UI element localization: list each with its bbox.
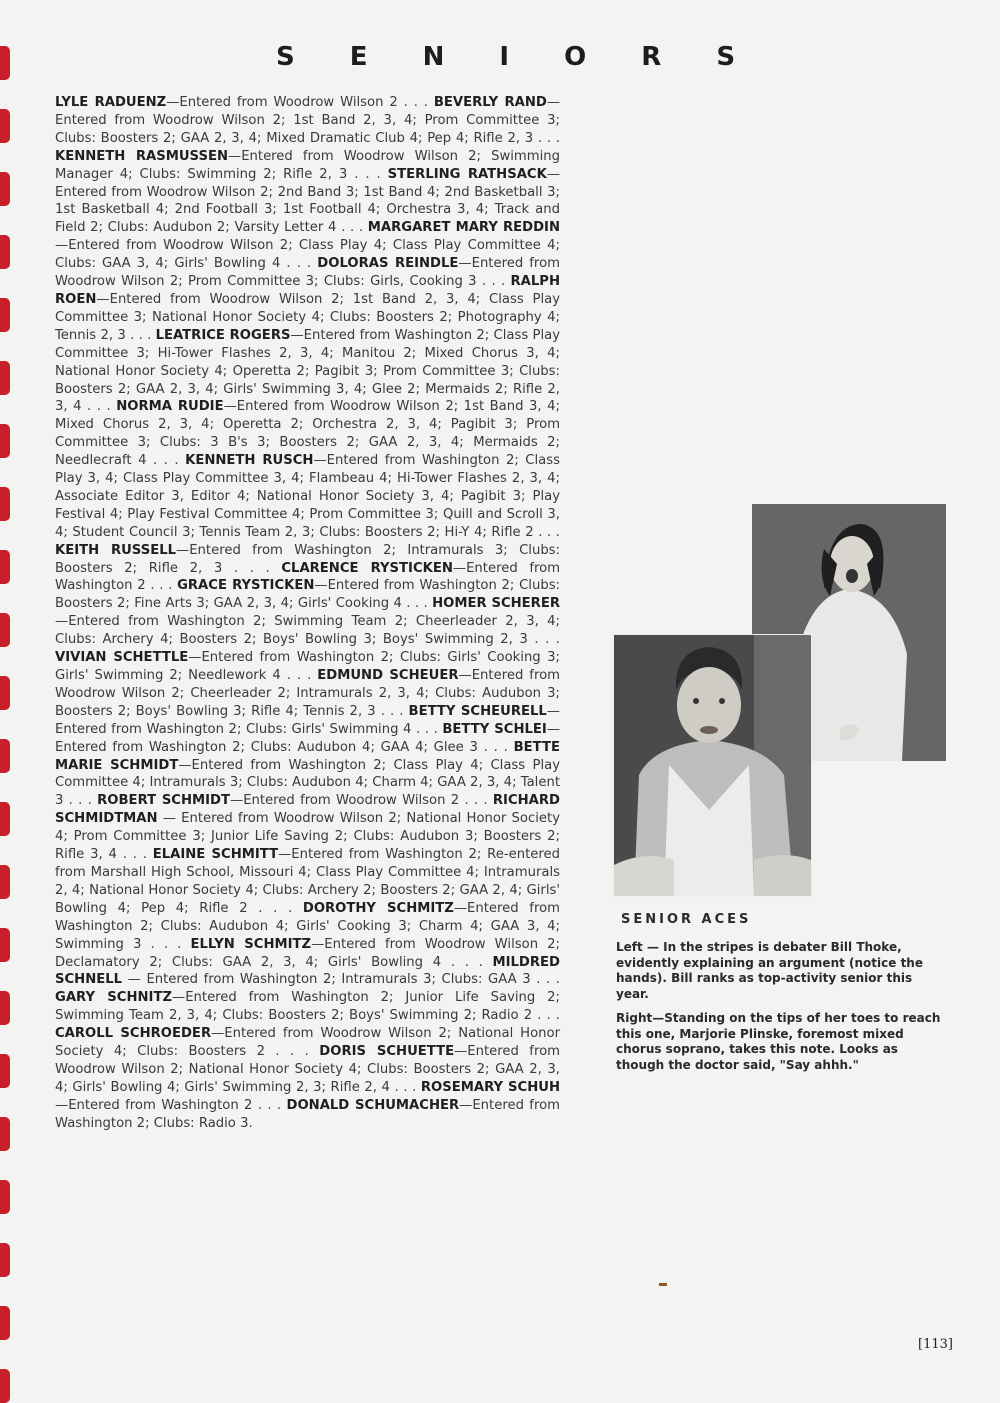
senior-activities: —Entered from Washington 2; Class Play Committee 3; Hi-Tower Flashes 2, 3, 4; Manitou 2; Mixed Chorus 3, 4; National Honor Society 4; Operetta 2; Pagibit 3; Prom Committee 3; Clubs: Boosters 2; GAA 2, 3, 4; Girls' Swimming 3, 4; Glee 2; Mermaids 2; Rifle 2, 3, 4 . . . (55, 327, 561, 415)
binding-ring (0, 676, 10, 710)
senior-name: LEATRICE ROGERS (155, 327, 291, 343)
binding-ring (0, 613, 10, 647)
senior-name: NORMA RUDIE (116, 399, 224, 415)
ink-mark (659, 1283, 667, 1286)
senior-name: ROSEMARY SCHUH (420, 1079, 561, 1095)
binding-ring (0, 298, 10, 332)
senior-name: BETTY SCHEURELL (408, 703, 547, 719)
binding-ring (0, 739, 10, 773)
binding-ring (0, 865, 10, 899)
senior-activities: —Entered from Washington 2; Junior Life Saving 2; Swimming Team 2, 3, 4; Clubs: Boosters 2; Boys' Swimming 2; Radio 2 . . . (55, 990, 560, 1024)
senior-name: DONALD SCHUMACHER (286, 1097, 460, 1113)
binding-ring (0, 1117, 10, 1151)
senior-activities: —Entered from Woodrow Wilson 2; 1st Band 2, 3, 4; Prom Committee 3; Clubs: Boosters 2; GAA 2, 3, 4; Mixed Dramatic Club 4; Pep 4; Rifle 2, 3 . . . (55, 95, 560, 146)
spiral-binding (0, 0, 14, 1380)
senior-activities: —Entered from Washington 2; Clubs: Girls' Swimming 4 . . . (55, 703, 560, 737)
senior-name: KENNETH RUSCH (185, 453, 314, 469)
binding-ring (0, 1243, 10, 1277)
senior-activities: — Entered from Washington 2; Intramurals 3; Clubs: GAA 3 . . . (122, 972, 560, 988)
senior-name: GARY SCHNITZ (55, 990, 173, 1006)
senior-activities: —Entered from Woodrow Wilson 2 . . . (230, 793, 493, 809)
senior-activities: —Entered from Washington 2; Swimming Team 2; Cheerleader 2, 3, 4; Clubs: Archery 4; Boosters 2; Boys' Bowling 3; Boys' Swimming 2, 3 . . . (55, 614, 560, 648)
binding-ring (0, 235, 10, 269)
senior-activities: —Entered from Woodrow Wilson 2 . . . (166, 95, 434, 110)
senior-name: DORIS SCHUETTE (319, 1044, 455, 1060)
senior-name: ROBERT SCHMIDT (97, 793, 230, 809)
binding-ring (0, 1369, 10, 1403)
senior-name: KEITH RUSSELL (55, 542, 177, 558)
senior-name: ELAINE SCHMITT (152, 847, 279, 863)
senior-activities: —Entered from Washington 2; Clubs: Boosters 2; Fine Arts 3; GAA 2, 3, 4; Girls' Cooking 4 . . . (55, 578, 561, 612)
senior-activities: —Entered from Woodrow Wilson 2; 2nd Band 3; 1st Band 4; 2nd Basketball 3; 1st Basketball 4; 2nd Football 3; 1st Football 4; Orchestra 3, 4; Track and Field 2; Clubs: Audubon 2; Varsity Letter 4 . . . (55, 166, 561, 236)
senior-name: GRACE RYSTICKEN (177, 578, 315, 594)
boy-in-stripes-image (614, 635, 811, 896)
binding-ring (0, 487, 10, 521)
binding-ring (0, 802, 10, 836)
binding-ring (0, 1306, 10, 1340)
senior-activities: —Entered from Woodrow Wilson 2; Prom Committee 3; Clubs: Girls, Cooking 3 . . . (55, 256, 560, 290)
binding-ring (0, 991, 10, 1025)
senior-activities: —Entered from Woodrow Wilson 2; 1st Band 2, 3, 4; Class Play Committee 3; National Honor Society 4; Clubs: Boosters 2; Photography 4; Tennis 2, 3 . . . (55, 291, 560, 343)
senior-activities: —Entered from Woodrow Wilson 2; 1st Band 3, 4; Mixed Chorus 2, 3, 4; Operetta 2; Orchestra 2, 3, 4; Pagibit 3; Prom Committee 3; Clubs: 3 B's 3; Boosters 2; GAA 2, 3, 4; Mermaids 2; Needlecraft 4 . . . (55, 399, 560, 469)
binding-ring (0, 424, 10, 458)
senior-name: BETTE MARIE SCHMIDT (55, 739, 560, 773)
caption-right: Right—Standing on the tips of her toes to reach this one, Marjorie Plinske, foremost mixed chorus soprano, takes this note. Looks as though the doctor said, "Say ahhh." (616, 1011, 941, 1072)
senior-name: KENNETH RASMUSSEN (55, 148, 229, 164)
senior-name: BETTY SCHLEI (442, 721, 547, 737)
senior-activities: —Entered from Washington 2; Clubs: Audubon 4; Girls' Cooking 3; Charm 4; GAA 3, 4; Swimming 3 . . . (55, 900, 561, 952)
senior-name: VIVIAN SCHETTLE (55, 650, 189, 666)
senior-name: DOLORAS REINDLE (317, 256, 459, 272)
page-number: [113] (918, 1337, 953, 1352)
senior-name: RICHARD SCHMIDTMAN (55, 793, 560, 827)
senior-activities: —Entered from Washington 2 . . . (55, 1097, 287, 1113)
senior-name: RALPH ROEN (55, 274, 560, 307)
senior-activities: —Entered from Washington 2; Clubs: Radio 3. (55, 1097, 560, 1131)
senior-activities: —Entered from Woodrow Wilson 2; Class Play 4; Class Play Committee 4; Clubs: GAA 3, 4; Girls' Bowling 4 . . . (55, 238, 560, 272)
senior-name: DOROTHY SCHMITZ (302, 900, 454, 916)
senior-activities: —Entered from Woodrow Wilson 2; National Honor Society 4; Clubs: Boosters 2; GAA 2, 3, 4; Girls' Bowling 4; Girls' Swimming 2, 3; Rifle 2, 4 . . . (55, 1044, 560, 1095)
binding-ring (0, 46, 10, 80)
senior-name: EDMUND SCHEUER (317, 668, 459, 683)
senior-activities: —Entered from Woodrow Wilson 2; Declamatory 2; Clubs: GAA 2, 3, 4; Girls' Bowling 4 . . . (55, 936, 560, 970)
binding-ring (0, 109, 10, 143)
senior-activities: —Entered from Washington 2; Re-entered from Marshall High School, Missouri 4; Class Play Committee 4; Intramurals 2, 4; National Honor Society 4; Clubs: Archery 2; Boosters 2; GAA 2, 4; Girls' Bowling 4; Pep 4; Rifle 2 . . . (55, 847, 560, 916)
senior-name: MILDRED SCHNELL (55, 954, 560, 988)
photo-bill-thoke (613, 634, 812, 897)
caption-left: Left — In the stripes is debater Bill Thoke, evidently explaining an argument (notice the hands). Bill ranks as top-activity senior this year. (616, 940, 923, 1001)
senior-name: HOMER SCHERER (432, 596, 560, 612)
senior-activities: — Entered from Woodrow Wilson 2; National Honor Society 4; Prom Committee 3; Junior Life Saving 2; Clubs: Audubon 3; Boosters 2; Rifle 3, 4 . . . (55, 811, 560, 863)
senior-name: STERLING RATHSACK (387, 166, 547, 182)
senior-activities: —Entered from Washington 2; Class Play 4; Class Play Committee 4; Intramurals 3; Clubs: Audubon 4; Charm 4; GAA 2, 3, 4; Talent 3 . . . (55, 757, 560, 809)
senior-name: BEVERLY RAND (433, 95, 547, 110)
binding-ring (0, 1054, 10, 1088)
binding-ring (0, 550, 10, 584)
binding-ring (0, 172, 10, 206)
senior-activities: —Entered from Washington 2 . . . (55, 560, 561, 594)
senior-name: CAROLL SCHROEDER (55, 1026, 212, 1042)
senior-name: MARGARET MARY REDDIN (367, 220, 560, 236)
binding-ring (0, 361, 10, 395)
senior-biographies (55, 94, 560, 1133)
binding-ring (0, 1180, 10, 1214)
senior-activities: —Entered from Woodrow Wilson 2; Swimming Manager 4; Clubs: Swimming 2; Rifle 2, 3 . . . (55, 148, 560, 182)
senior-name: ELLYN SCHMITZ (190, 936, 312, 952)
senior-activities: —Entered from Washington 2; Clubs: Audubon 4; GAA 4; Glee 3 . . . (55, 721, 560, 755)
senior-activities: —Entered from Woodrow Wilson 2; Cheerleader 2; Intramurals 2, 3, 4; Clubs: Audubon 3; Boosters 2; Boys' Bowling 3; Rifle 4; Tennis 2, 3 . . . (55, 668, 560, 719)
binding-ring (0, 928, 10, 962)
senior-activities: —Entered from Woodrow Wilson 2; National Honor Society 4; Clubs: Boosters 2 . . . (55, 1026, 561, 1060)
page-title: S E N I O R S (276, 42, 759, 72)
senior-activities: —Entered from Washington 2; Intramurals 3; Clubs: Boosters 2; Rifle 2, 3 . . . (55, 542, 561, 576)
senior-activities: —Entered from Washington 2; Class Play 3, 4; Class Play Committee 3, 4; Flambeau 4; Hi-Tower Flashes 2, 3, 4; Associate Editor 3, Editor 4; National Honor Society 3, 4; Pagibit 3; Play Festival 4; Play Festival Committee 4; Prom Committee 3; Quill and Scroll 3, 4; Student Council 3; Tennis Team 2, 3; Clubs: Boosters 2; Hi-Y 4; Rifle 2 . . . (55, 453, 560, 540)
senior-aces-heading: SENIOR ACES (621, 912, 752, 927)
senior-activities: —Entered from Washington 2; Clubs: Girls' Cooking 3; Girls' Swimming 2; Needlework 4 . . . (55, 650, 560, 683)
senior-name: CLARENCE RYSTICKEN (281, 560, 453, 576)
senior-name: LYLE RADUENZ (55, 95, 167, 110)
